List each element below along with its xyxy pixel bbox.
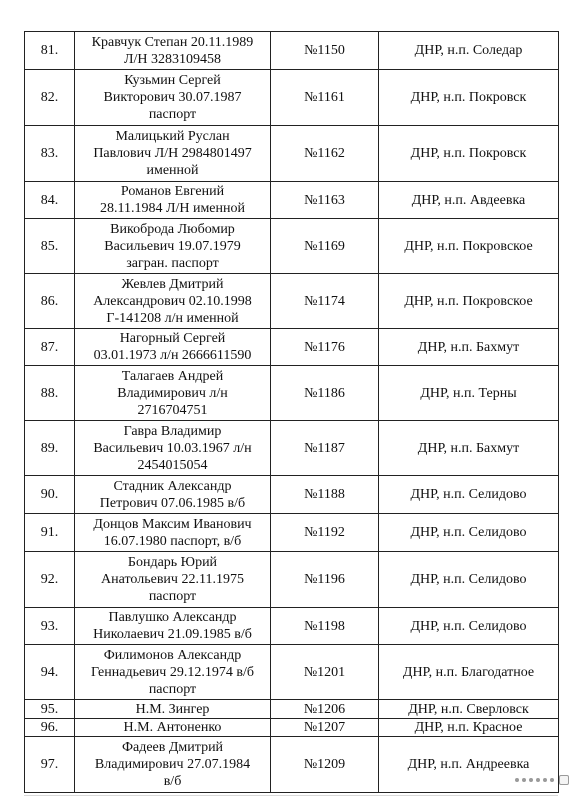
table-row bbox=[25, 366, 559, 421]
record-code: №1209 bbox=[271, 737, 379, 793]
person-details: Викоброда Любомир Васильевич 19.07.1979 загран. паспорт bbox=[75, 219, 271, 274]
table-row bbox=[25, 274, 559, 329]
person-details: Малицький Руслан Павлович Л/Н 2984801497 именной bbox=[75, 126, 271, 182]
record-code: №1169 bbox=[271, 219, 379, 274]
table-row bbox=[25, 552, 559, 608]
row-number: 85. bbox=[25, 219, 75, 274]
record-code: №1186 bbox=[271, 366, 379, 421]
person-details: Н.М. Зингер bbox=[75, 700, 271, 719]
person-details: Н.М. Антоненко bbox=[75, 719, 271, 737]
record-code: №1176 bbox=[271, 329, 379, 366]
person-details: Романов Евгений 28.11.1984 Л/Н именной bbox=[75, 182, 271, 219]
table-row bbox=[25, 608, 559, 645]
table-row bbox=[25, 421, 559, 476]
record-code: №1198 bbox=[271, 608, 379, 645]
watermark-dot bbox=[536, 778, 540, 782]
location: ДНР, н.п. Селидово bbox=[379, 514, 559, 552]
location: ДНР, н.п. Андреевка bbox=[379, 737, 559, 793]
person-details: Филимонов Александр Геннадьевич 29.12.1974 в/б паспорт bbox=[75, 645, 271, 700]
records-table-body bbox=[25, 32, 559, 793]
table-row bbox=[25, 126, 559, 182]
row-number: 89. bbox=[25, 421, 75, 476]
record-code: №1207 bbox=[271, 719, 379, 737]
row-number: 82. bbox=[25, 70, 75, 126]
person-details: Жевлев Дмитрий Александрович 02.10.1998 Г-141208 л/н именной bbox=[75, 274, 271, 329]
location: ДНР, н.п. Покровск bbox=[379, 126, 559, 182]
location: ДНР, н.п. Терны bbox=[379, 366, 559, 421]
record-code: №1192 bbox=[271, 514, 379, 552]
watermark-mark bbox=[515, 775, 569, 785]
row-number: 83. bbox=[25, 126, 75, 182]
row-number: 92. bbox=[25, 552, 75, 608]
location: ДНР, н.п. Сверловск bbox=[379, 700, 559, 719]
location: ДНР, н.п. Бахмут bbox=[379, 329, 559, 366]
table-row bbox=[25, 32, 559, 70]
table-row bbox=[25, 645, 559, 700]
person-details: Кравчук Степан 20.11.1989 Л/Н 3283109458 bbox=[75, 32, 271, 70]
row-number: 84. bbox=[25, 182, 75, 219]
row-number: 96. bbox=[25, 719, 75, 737]
location: ДНР, н.п. Покровское bbox=[379, 274, 559, 329]
table-row bbox=[25, 476, 559, 514]
row-number: 95. bbox=[25, 700, 75, 719]
table-row bbox=[25, 70, 559, 126]
location: ДНР, н.п. Селидово bbox=[379, 608, 559, 645]
location: ДНР, н.п. Селидово bbox=[379, 476, 559, 514]
record-code: №1174 bbox=[271, 274, 379, 329]
person-details: Павлушко Александр Николаевич 21.09.1985 в/б bbox=[75, 608, 271, 645]
watermark-square-icon bbox=[559, 775, 569, 785]
record-code: №1163 bbox=[271, 182, 379, 219]
watermark-dot bbox=[515, 778, 519, 782]
location: ДНР, н.п. Селидово bbox=[379, 552, 559, 608]
location: ДНР, н.п. Красное bbox=[379, 719, 559, 737]
row-number: 91. bbox=[25, 514, 75, 552]
row-number: 81. bbox=[25, 32, 75, 70]
table-row bbox=[25, 719, 559, 737]
location: ДНР, н.п. Благодатное bbox=[379, 645, 559, 700]
record-code: №1150 bbox=[271, 32, 379, 70]
location: ДНР, н.п. Соледар bbox=[379, 32, 559, 70]
person-details: Гавра Владимир Васильевич 10.03.1967 л/н 2454015054 bbox=[75, 421, 271, 476]
person-details: Нагорный Сергей 03.01.1973 л/н 2666611590 bbox=[75, 329, 271, 366]
record-code: №1187 bbox=[271, 421, 379, 476]
watermark-dot bbox=[543, 778, 547, 782]
row-number: 88. bbox=[25, 366, 75, 421]
row-number: 86. bbox=[25, 274, 75, 329]
person-details: Бондарь Юрий Анатольевич 22.11.1975 паспорт bbox=[75, 552, 271, 608]
page-edge-line bbox=[24, 795, 558, 796]
location: ДНР, н.п. Авдеевка bbox=[379, 182, 559, 219]
person-details: Талагаев Андрей Владимирович л/н 2716704751 bbox=[75, 366, 271, 421]
table-row bbox=[25, 700, 559, 719]
location: ДНР, н.п. Бахмут bbox=[379, 421, 559, 476]
record-code: №1206 bbox=[271, 700, 379, 719]
location: ДНР, н.п. Покровск bbox=[379, 70, 559, 126]
person-details: Донцов Максим Иванович 16.07.1980 паспорт, в/б bbox=[75, 514, 271, 552]
watermark-dot bbox=[529, 778, 533, 782]
row-number: 97. bbox=[25, 737, 75, 793]
person-details: Кузьмин Сергей Викторович 30.07.1987 паспорт bbox=[75, 70, 271, 126]
table-row bbox=[25, 219, 559, 274]
table-row bbox=[25, 737, 559, 793]
person-details: Фадеев Дмитрий Владимирович 27.07.1984 в/б bbox=[75, 737, 271, 793]
person-details: Стадник Александр Петрович 07.06.1985 в/б bbox=[75, 476, 271, 514]
table-row bbox=[25, 514, 559, 552]
row-number: 90. bbox=[25, 476, 75, 514]
record-code: №1161 bbox=[271, 70, 379, 126]
watermark-dot bbox=[522, 778, 526, 782]
location: ДНР, н.п. Покровское bbox=[379, 219, 559, 274]
row-number: 87. bbox=[25, 329, 75, 366]
table-row bbox=[25, 329, 559, 366]
record-code: №1162 bbox=[271, 126, 379, 182]
record-code: №1196 bbox=[271, 552, 379, 608]
row-number: 94. bbox=[25, 645, 75, 700]
record-code: №1201 bbox=[271, 645, 379, 700]
record-code: №1188 bbox=[271, 476, 379, 514]
row-number: 93. bbox=[25, 608, 75, 645]
records-table bbox=[24, 31, 559, 793]
watermark-dot bbox=[550, 778, 554, 782]
table-row bbox=[25, 182, 559, 219]
